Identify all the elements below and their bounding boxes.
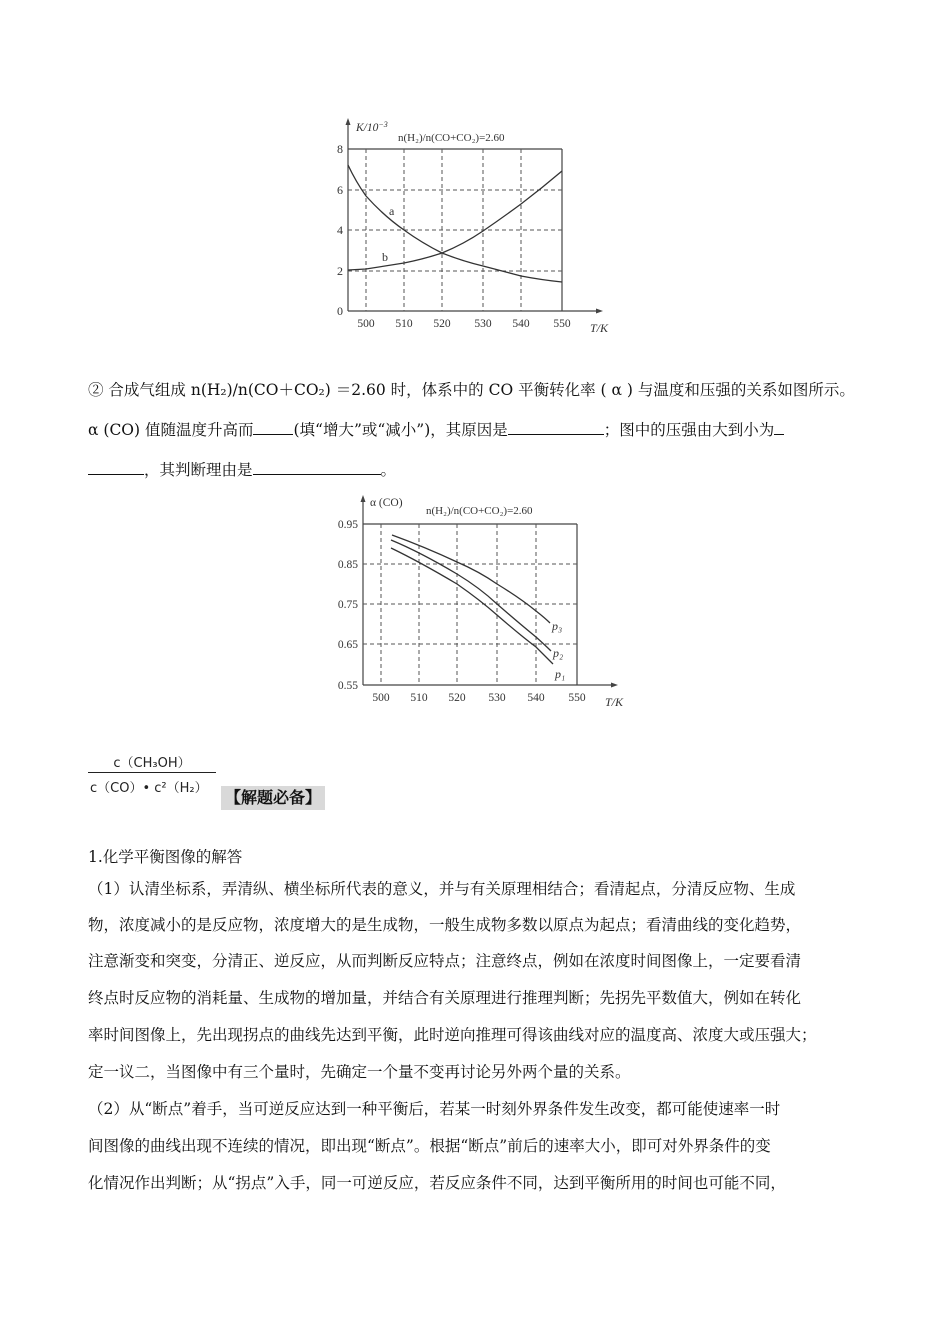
y-tick: 0.55 [337, 680, 358, 692]
curve-a-label: a [389, 204, 395, 218]
x-axis-label: T/K [590, 321, 609, 335]
y-axis-arrow-icon [361, 495, 366, 502]
y-axis-arrow-icon [346, 118, 351, 125]
y-tick: 0.95 [337, 519, 358, 531]
answer-blank-trend[interactable] [253, 420, 293, 435]
y-tick: 2 [337, 264, 343, 278]
x-tick: 530 [488, 692, 506, 704]
answer-blank-reason[interactable] [508, 420, 604, 435]
grid [363, 524, 577, 685]
paragraph-line: （1）认清坐标系，弄清纵、横坐标所代表的意义，并与有关原理相结合；看清起点，分清反应物、生成 [88, 880, 796, 898]
curve-p1-label: p₁ [555, 667, 566, 681]
x-tick: 520 [448, 692, 466, 704]
question-line-1: ② 合成气组成 n(H₂)/n(CO＋CO₂) ＝2.60 时，体系中的 CO 平衡转化率 ( α ) 与温度和压强的关系如图所示。 [88, 381, 855, 399]
x-tick: 510 [410, 692, 428, 704]
paragraph-line: 率时间图像上，先出现拐点的曲线先达到平衡，此时逆向推理可得该曲线对应的温度高、浓度大或压强大； [88, 1026, 817, 1044]
paragraph-line: 化情况作出判断；从“拐点”入手，同一可逆反应，若反应条件不同，达到平衡所用的时间也可能不同， [88, 1174, 786, 1192]
paragraph-line: 终点时反应物的消耗量、生成物的增加量，并结合有关原理进行推理判断；先拐先平数值大，例如在转化 [88, 989, 802, 1007]
question-line-3: ，其判断理由是 。 [88, 460, 396, 480]
x-tick: 510 [395, 318, 413, 330]
y-tick: 0.85 [337, 559, 358, 571]
curve-b [348, 171, 562, 270]
section-title: 1.化学平衡图像的解答 [88, 848, 243, 866]
paragraph-line: 间图像的曲线出现不连续的情况，即出现“断点”。根据“断点”前后的速率大小，即可对外界条件的变 [88, 1137, 771, 1155]
answer-blank-justification[interactable] [253, 460, 381, 475]
x-tick: 540 [527, 692, 545, 704]
curve-a [348, 165, 562, 282]
curve-p3-label: p₃ [552, 619, 563, 633]
x-axis-arrow-icon [596, 309, 603, 314]
y-tick: 4 [337, 223, 343, 237]
curve-p2 [391, 540, 551, 651]
x-tick: 520 [433, 318, 451, 330]
answer-blank-pressure-start[interactable] [774, 420, 784, 435]
y-axis-label: α (CO) [370, 497, 403, 509]
y-tick: 6 [337, 183, 343, 197]
y-tick: 0 [337, 304, 343, 318]
curve-p3 [392, 535, 550, 623]
grid [348, 149, 562, 311]
equilibrium-constant-formula [88, 752, 216, 796]
x-tick: 550 [553, 318, 571, 330]
curve-b-label: b [382, 250, 388, 264]
y-tick: 0.65 [337, 639, 358, 651]
formula-numerator: c（CH₃OH） [88, 752, 216, 773]
section-badge: 【解题必备】 [221, 786, 325, 810]
y-tick: 8 [337, 142, 343, 156]
paragraph-line: 定一议二，当图像中有三个量时，先确定一个量不变再讨论另外两个量的关系。 [88, 1063, 631, 1081]
x-tick: 500 [357, 318, 375, 330]
x-tick: 500 [372, 692, 390, 704]
chart-equilibrium-constant [320, 115, 640, 340]
chart-co-conversion [320, 490, 640, 715]
formula-denominator: c（CO）• c²（H₂） [90, 781, 208, 796]
paragraph-line: 注意渐变和突变，分清正、逆反应，从而判断反应特点；注意终点，例如在浓度时间图像上，一定要看清 [88, 952, 802, 970]
paragraph-line: （2）从“断点”着手，当可逆反应达到一种平衡后，若某一时刻外界条件发生改变，都可能使速率一时 [88, 1100, 781, 1118]
chart-title: n(H₂)/n(CO+CO₂)=2.60 [398, 132, 505, 144]
y-tick: 0.75 [337, 599, 358, 611]
answer-blank-pressure[interactable] [88, 460, 144, 475]
chart-title: n(H₂)/n(CO+CO₂)=2.60 [426, 505, 533, 517]
curve-p2-label: p₂ [553, 646, 564, 660]
x-tick: 530 [474, 318, 492, 330]
question-line-2: α (CO) 值随温度升高而 (填“增大”或“减小”)，其原因是 ；图中的压强由大到小为 [88, 420, 784, 440]
x-tick: 540 [512, 318, 530, 330]
y-axis-label: $K/10^{-3}$ [356, 120, 388, 134]
x-tick: 550 [568, 692, 586, 704]
paragraph-line: 物，浓度减小的是反应物，浓度增大的是生成物，一般生成物多数以原点为起点；看清曲线的变化趋势， [88, 916, 802, 934]
x-axis-label: T/K [605, 695, 624, 709]
x-axis-arrow-icon [611, 683, 618, 688]
